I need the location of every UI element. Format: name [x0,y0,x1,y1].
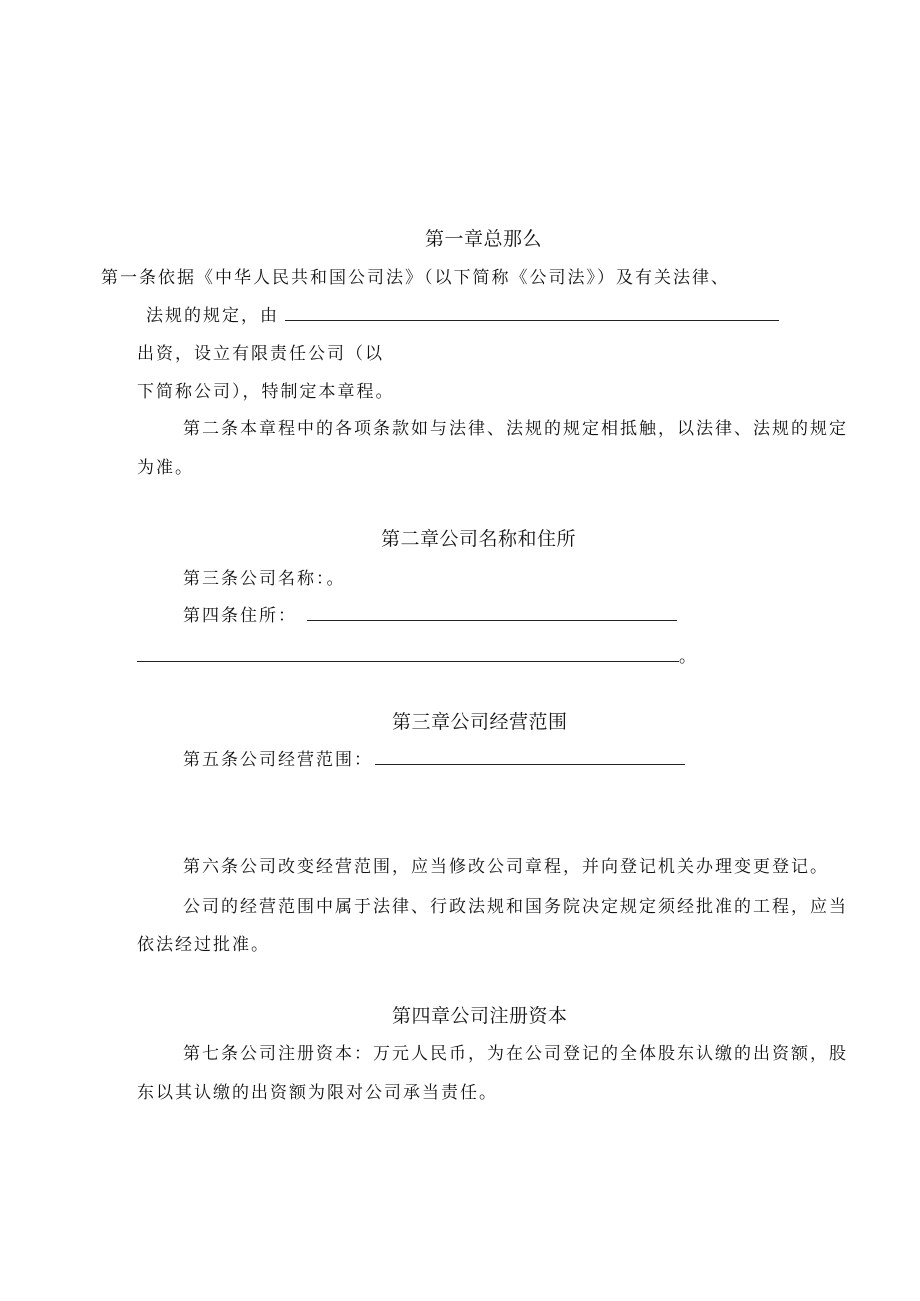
address-blank-line-2 [137,647,679,662]
approval-note-line-2: 依法经过批准。 [137,935,270,955]
article-7-line-1: 第七条公司注册资本：万元人民币，为在公司登记的全体股东认缴的出资额，股 [183,1044,848,1064]
article-1-line-1: 第一条依据《中华人民共和国公司法》（以下简称《公司法》）及有关法律、 [101,268,730,288]
address-blank-line-1 [307,606,677,621]
article-6: 第六条公司改变经营范围，应当修改公司章程，并向登记机关办理变更登记。 [183,857,829,877]
article-5-label: 第五条公司经营范围： [183,750,373,770]
investor-blank-line [285,306,779,321]
chapter-2-title: 第二章公司名称和住所 [381,528,577,550]
article-5 [183,748,685,772]
chapter-1-title: 第一章总那么 [425,228,543,250]
article-1-line-4: 下简称公司），特制定本章程。 [137,382,395,402]
chapter-3-title: 第三章公司经营范围 [392,711,568,733]
article-2-line-1: 第二条本章程中的各项条款如与法律、法规的规定相抵触，以法律、法规的规定 [183,419,848,439]
chapter-4-title: 第四章公司注册资本 [392,1005,568,1027]
article-2-line-2: 为准。 [137,458,194,478]
approval-note-line-1: 公司的经营范围中属于法律、行政法规和国务院决定规定须经批准的工程，应当 [183,897,848,917]
article-3: 第三条公司名称：。 [183,569,346,589]
article-4-line-2 [137,645,698,669]
article-4-end: 。 [679,647,698,667]
article-1-line-2 [146,304,779,328]
scope-blank-line [375,750,685,765]
article-1-text: 法规的规定，由 [146,306,279,326]
article-4-label: 第四条住所： [183,606,297,626]
article-7-line-2: 东以其认缴的出资额为限对公司承当责任。 [137,1083,498,1103]
article-1-line-3: 出资，设立有限责任公司（以 [137,344,384,364]
article-4-line-1 [183,604,677,628]
